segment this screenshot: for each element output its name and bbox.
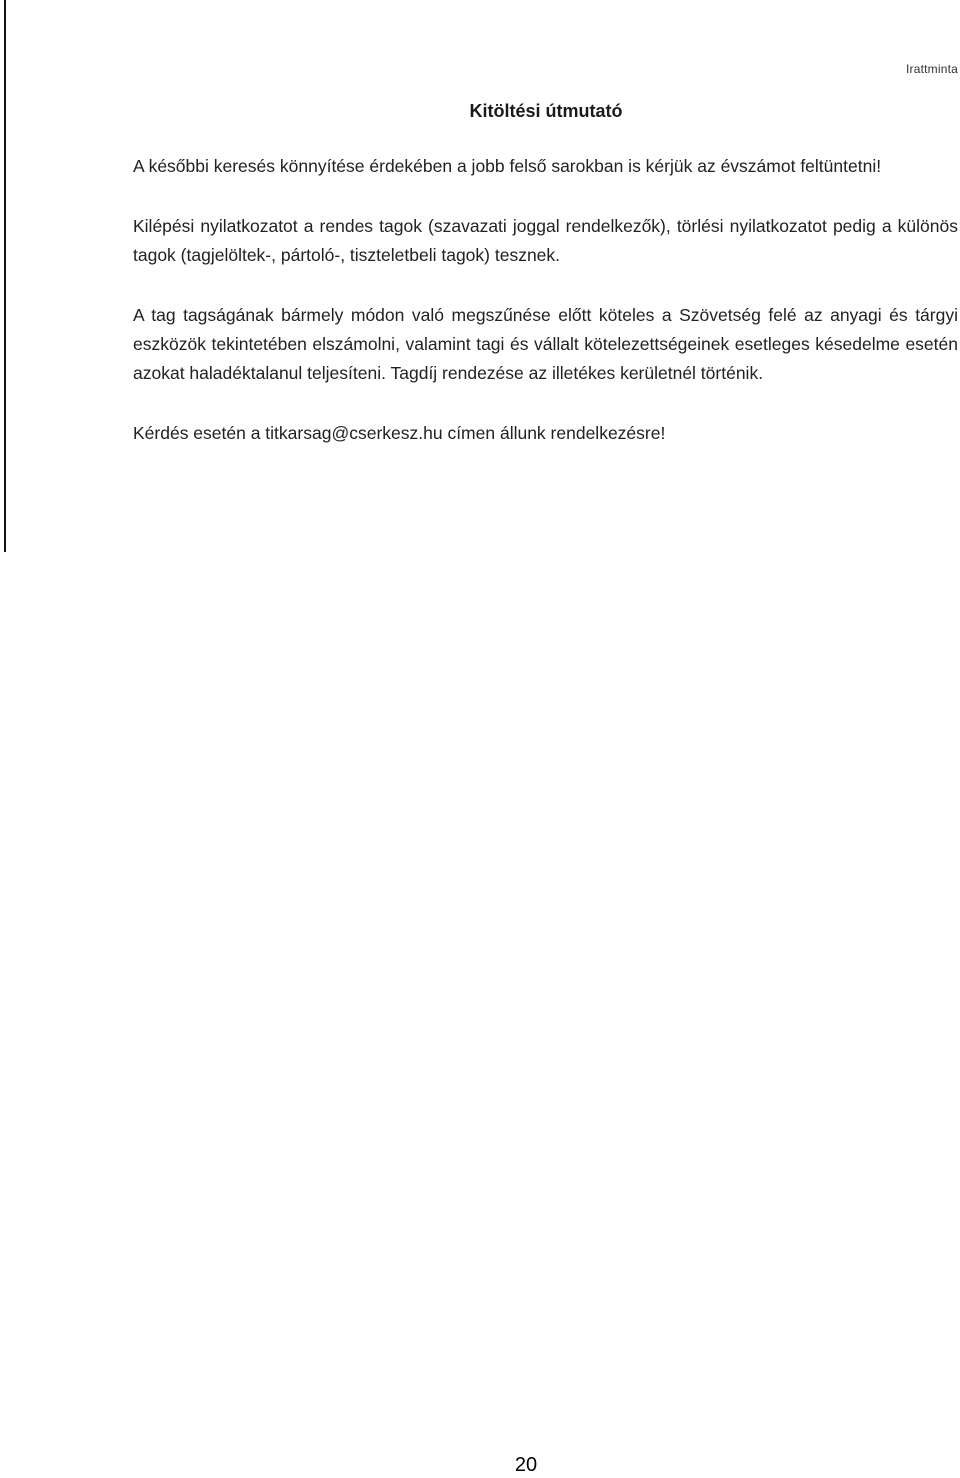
paragraph-contact: Kérdés esetén a titkarsag@cserkesz.hu címen állunk rendelkezésre! <box>133 423 666 443</box>
paragraph-settlement-obligations: A tag tagságának bármely módon való megszűnése előtt köteles a Szövetség felé az anyagi és tárgyi eszközök tekintetében elszámolni, valamint tagi és vállalt kötelezettségeinek esetleges késedelme esetén azokat haladéktalanul teljesíteni. Tagdíj rendezése az illetékes kerületnél történik. <box>133 305 958 383</box>
paragraph-year-instruction: A későbbi keresés könnyítése érdekében a jobb felső sarokban is kérjük az évszámot feltüntetni! <box>133 156 882 176</box>
page-number: 20 <box>514 1454 538 1476</box>
document-corner-label: Irattminta <box>905 62 958 76</box>
paragraph-declaration-types: Kilépési nyilatkozatot a rendes tagok (szavazati joggal rendelkezők), törlési nyilatkozatot pedig a különös tagok (tagjelöltek-, pártoló-, tiszteletbeli tagok) tesznek. <box>133 216 958 265</box>
instructions-body <box>133 152 958 448</box>
page-title: Kitöltési útmutató <box>469 101 623 121</box>
left-margin-rule <box>4 0 6 552</box>
